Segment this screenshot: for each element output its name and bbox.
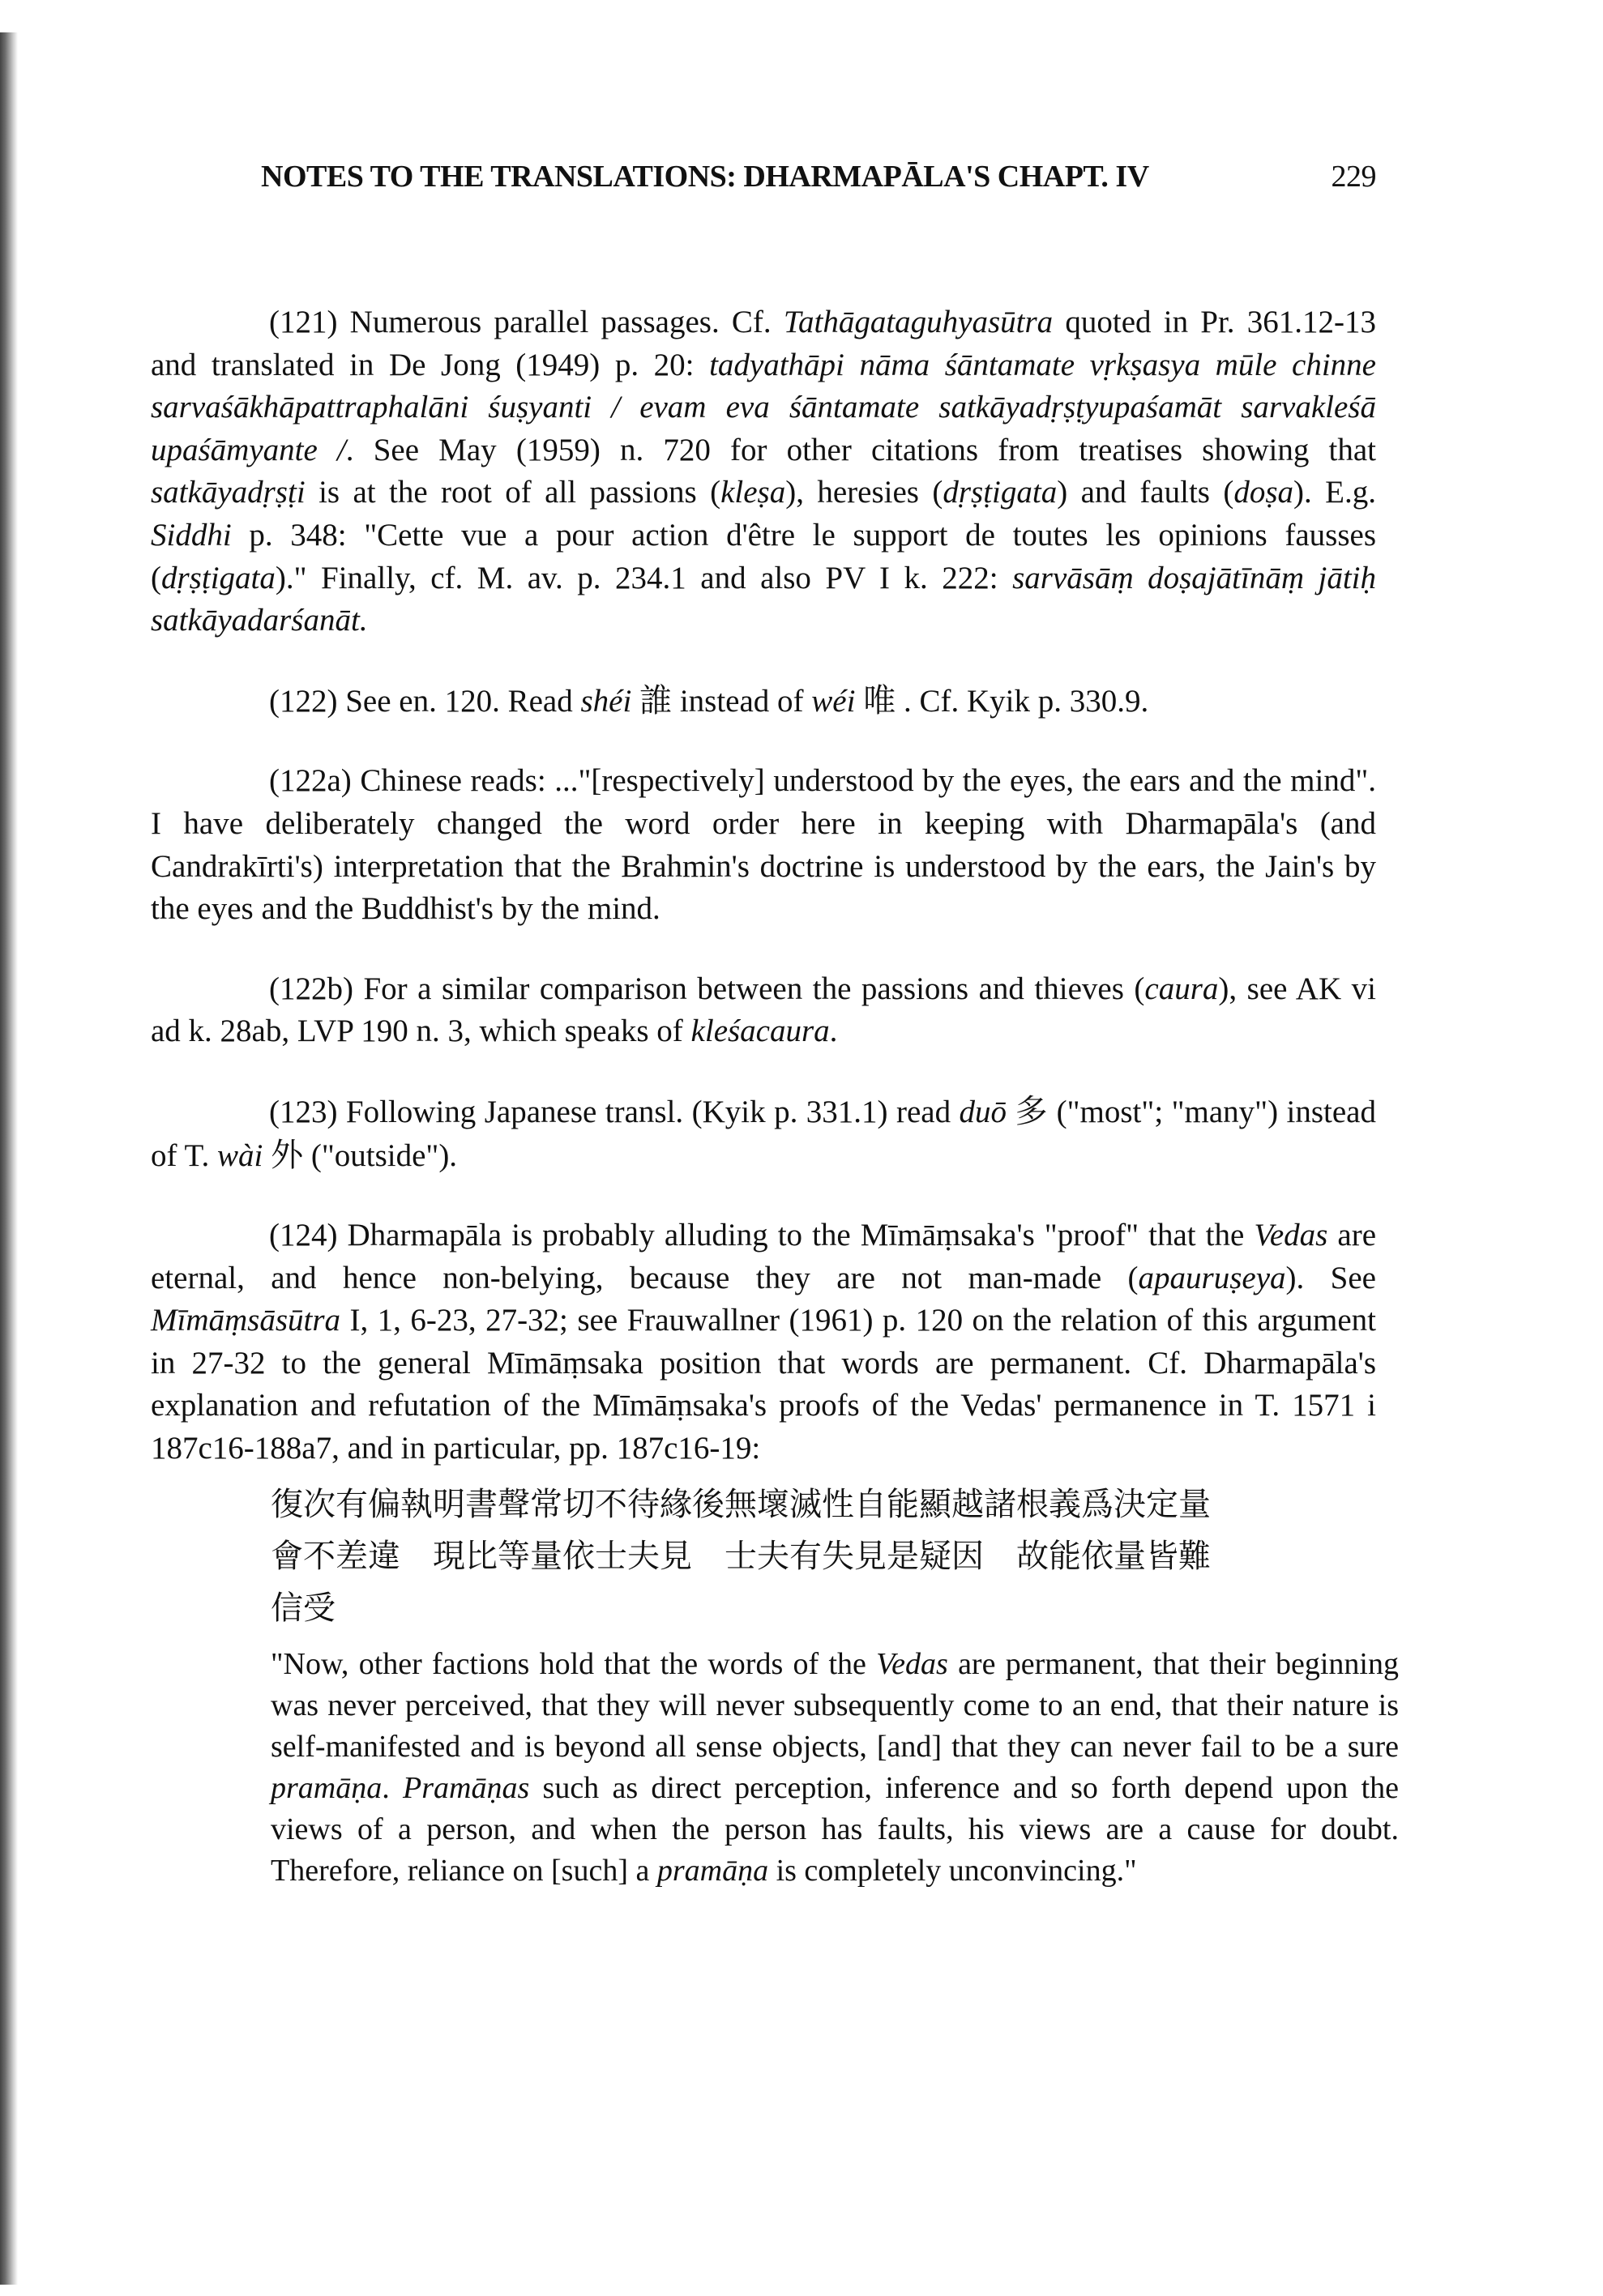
- chinese-line: 信受: [271, 1589, 336, 1627]
- chinese-char: 誰: [639, 681, 673, 719]
- english-translation-quote: "Now, other factions hold that the words of the Vedas are permanent, that their beginning was never perceived, that they will never subsequently come to an end, that their nature is self-manifested and is beyond all sense objects, [and] that they can never fail to be a sure pramāṇa. Pramāṇas such as direct perception, inference and so forth depend upon the views of a person, and when the person has faults, his views are a cause for doubt. Therefore, reliance on [such] a pramāṇa is completely unconvincing.": [271, 1646, 1400, 1888]
- chinese-char: 多: [1015, 1092, 1049, 1130]
- chinese-line: 會不差違 現比等量依士夫見 士夫有失見是疑因 故能依量皆難: [271, 1537, 1211, 1575]
- note-123: (123) Following Japanese transl. (Kyik p. 331.1) read duō 多 ("most"; "many") instead of T. wài 外 ("outside").: [151, 1092, 1376, 1174]
- chinese-char: 外: [271, 1136, 304, 1174]
- notes-body: [151, 301, 1400, 1892]
- chinese-quotation: [271, 1479, 1373, 1634]
- header-title: NOTES TO THE TRANSLATIONS: DHARMAPĀLA'S CHAPT. IV: [261, 160, 1149, 194]
- note-122: (122) See en. 120. Read shéi 誰 instead of wéi 唯 . Cf. Kyik p. 330.9.: [269, 681, 1149, 719]
- chinese-line: 復次有偏執明書聲常切不待緣後無壞滅性自能顯越諸根義爲決定量: [271, 1485, 1211, 1523]
- note-124: (124) Dharmapāla is probably alluding to the Mīmāṃsaka's "proof" that the Vedas are eternal, and hence non-belying, because they are not man-made (apauruṣeya). See Mīmāṃsāsūtra I, 1, 6-23, 27-32; see Frauwallner (1961) p. 120 on the relation of this argument in 27-32 to the general Mīmāṃsaka position that words are permanent. Cf. Dharmapāla's explanation and refutation of the Mīmāṃsaka's proofs of the Vedas' permanence in T. 1571 i 187c16-188a7, and in particular, pp. 187c16-19:: [151, 1218, 1377, 1466]
- running-header: [261, 159, 1376, 199]
- note-122b: (122b) For a similar comparison between the passions and thieves (caura), see AK vi ad k. 28ab, LVP 190 n. 3, which speaks of kleśacaura.: [151, 971, 1376, 1049]
- scan-binding-edge: [0, 32, 18, 2285]
- note-122a: (122a) Chinese reads: ..."[respectively] understood by the eyes, the ears and the mind". I have deliberately changed the word order here in keeping with Dharmapāla's (and Candrakīrti's) interpretation that the Brahmin's doctrine is understood by the ears, the Jain's by the eyes and the Buddhist's by the mind.: [151, 763, 1376, 927]
- note-121: (121) Numerous parallel passages. Cf. Tathāgataguhyasūtra quoted in Pr. 361.12-13 and translated in De Jong (1949) p. 20: tadyathāpi nāma śāntamate vṛkṣasya mūle chinne sarvaśākhāpattraphalāni śuṣyanti / evam eva śāntamate satkāyadṛṣṭyupaśamāt sarvakleśā upaśāmyante /. See May (1959) n. 720 for other citations from treatises showing that satkāyadṛṣṭi is at the root of all passions (kleṣa), heresies (dṛṣṭigata) and faults (doṣa). E.g. Siddhi p. 348: "Cette vue a pour action d'être le support de toutes les opinions fausses (dṛṣṭigata)." Finally, cf. M. av. p. 234.1 and also PV I k. 222: sarvāsāṃ doṣajātīnāṃ jātiḥ satkāyadarśanāt.: [151, 305, 1377, 638]
- chinese-char: 唯: [863, 681, 896, 719]
- page-number: 229: [1331, 160, 1376, 194]
